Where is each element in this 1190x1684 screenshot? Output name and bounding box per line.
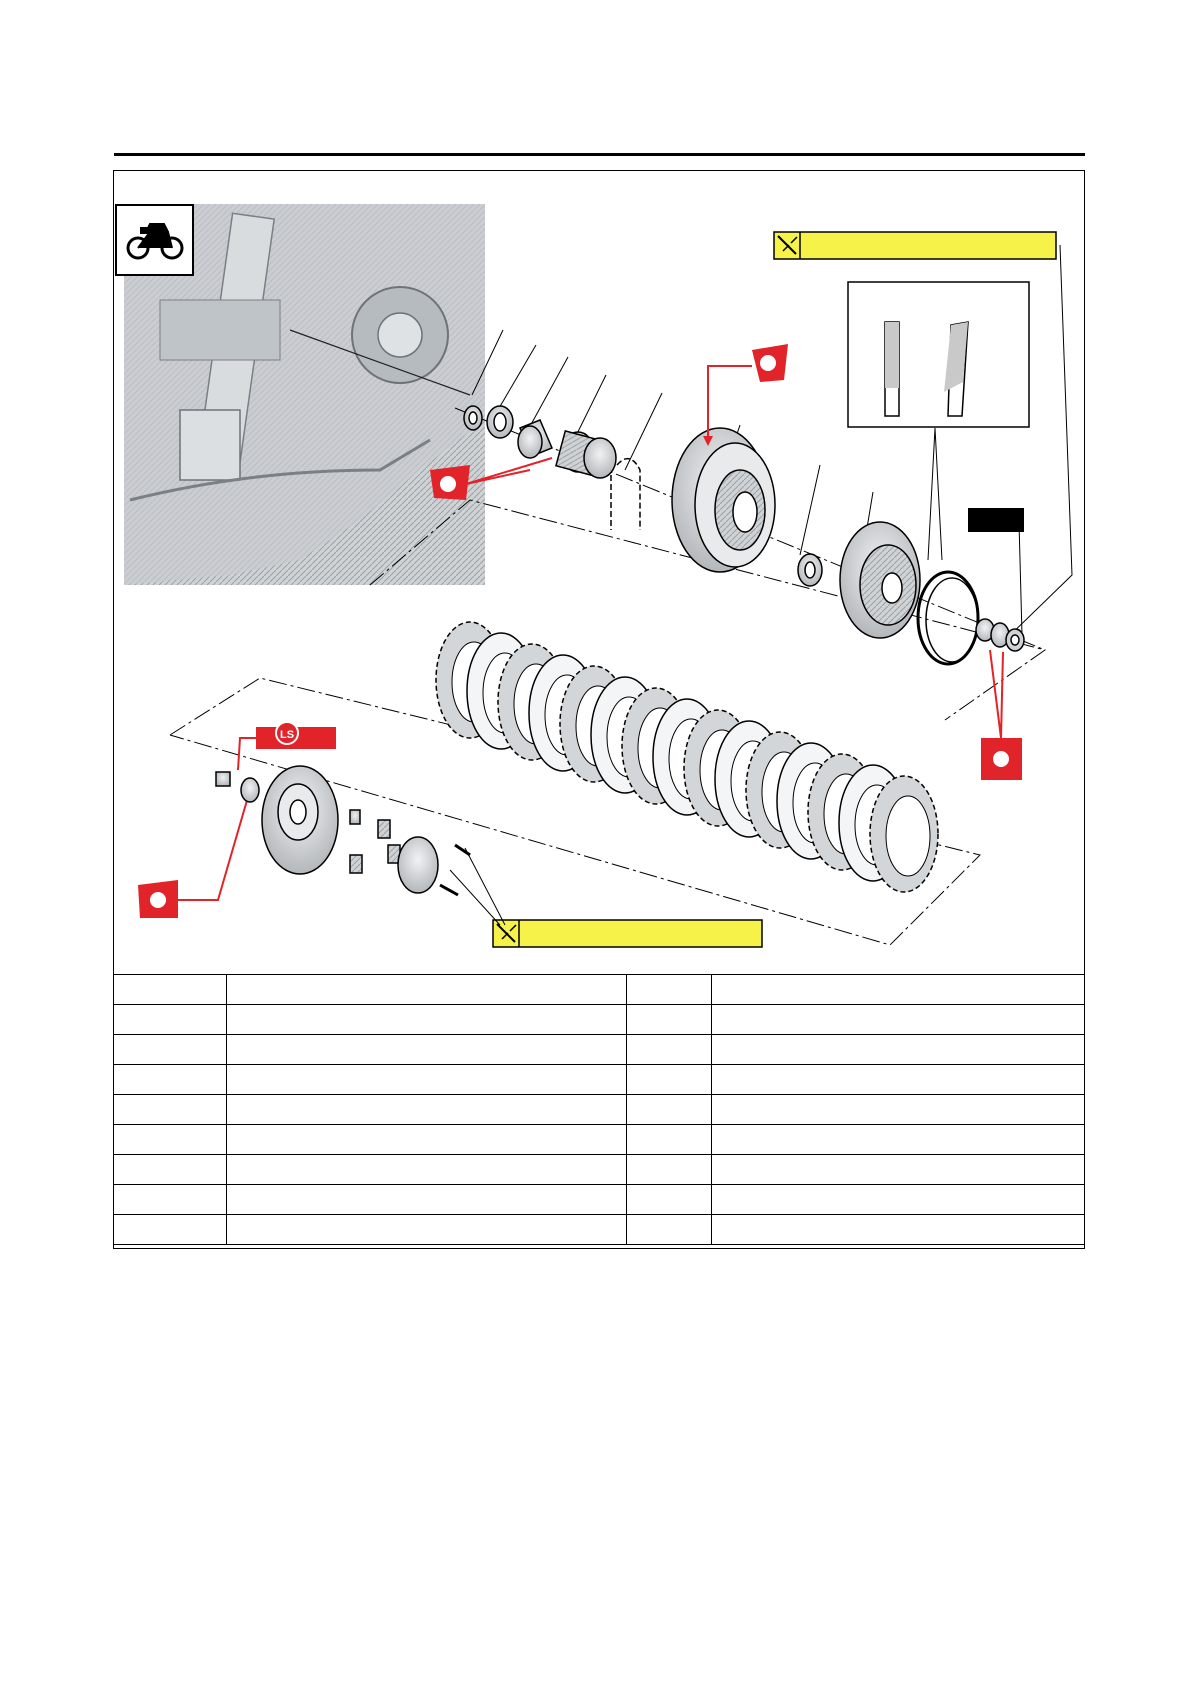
table-cell [113,1125,227,1155]
clutch-housing [672,428,775,572]
torque-callout-top [774,232,1056,259]
table-cell [712,1155,1086,1185]
table-row [113,1065,1085,1095]
table-cell [712,1005,1086,1035]
table-cell [113,1005,227,1035]
table-cell [712,1185,1086,1215]
table-cell [227,1095,627,1125]
parts-list-table [113,974,1085,1245]
clutch-plates [436,622,938,892]
table-cell [627,1065,712,1095]
table-row [113,975,1085,1005]
table-cell [712,1215,1086,1245]
loctite-icon [238,722,336,770]
locking-agent-label: LS [279,729,295,741]
table-cell [712,1065,1086,1095]
table-cell [712,975,1086,1005]
table-cell [227,975,627,1005]
table-cell [627,1155,712,1185]
clutch-boss [798,522,1024,664]
shaft-parts [464,406,640,530]
table-cell [712,1095,1086,1125]
table-cell [227,1185,627,1215]
table-cell [227,1125,627,1155]
grease-icon [981,650,1022,780]
table-row [113,1005,1085,1035]
table-cell [113,1035,227,1065]
table-row [113,1125,1085,1155]
table-row [113,1035,1085,1065]
table-row [113,1215,1085,1245]
table-cell [712,1035,1086,1065]
table-cell [627,1215,712,1245]
table-cell [627,1125,712,1155]
table-cell [113,975,227,1005]
table-cell [627,1035,712,1065]
table-cell [113,1095,227,1125]
torque-callout-bottom [450,848,762,947]
table-row [113,1185,1085,1215]
motorcycle-icon [116,205,193,275]
table-cell [113,1065,227,1095]
plate-bore [886,796,930,876]
table-cell [227,1035,627,1065]
table-cell [227,1215,627,1245]
new-part-tag [968,508,1024,532]
table-cell [113,1155,227,1185]
table-cell [712,1125,1086,1155]
table-cell [113,1215,227,1245]
table-cell [627,1005,712,1035]
table-cell [227,1005,627,1035]
table-row [113,1095,1085,1125]
grease-icon [138,790,250,918]
table-cell [627,1185,712,1215]
table-cell [227,1155,627,1185]
table-cell [113,1185,227,1215]
table-cell [227,1065,627,1095]
table-cell [627,1095,712,1125]
table-cell [627,975,712,1005]
table-row [113,1155,1085,1185]
